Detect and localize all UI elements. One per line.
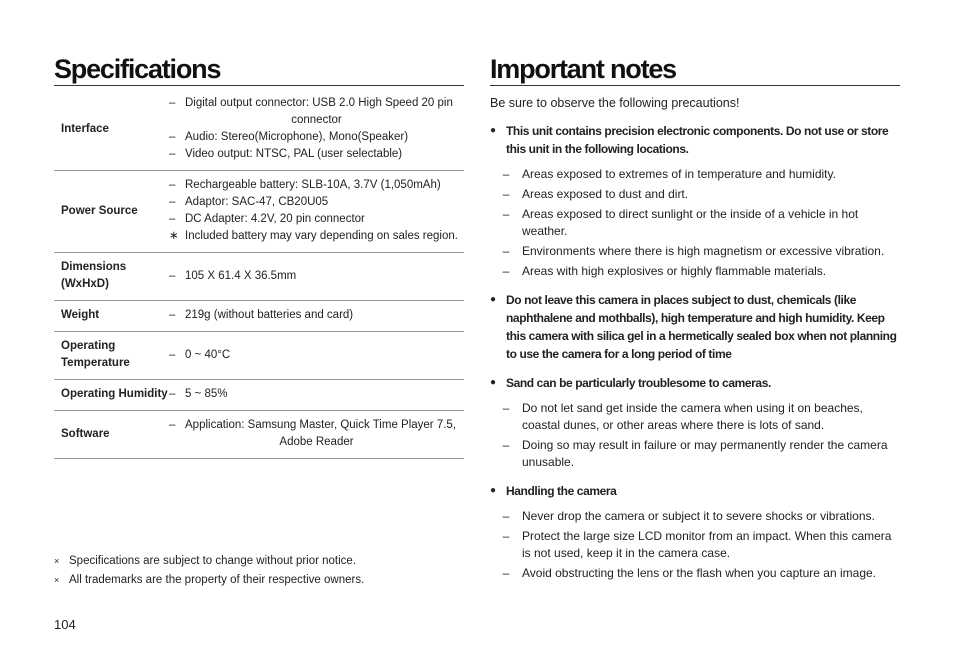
spec-line-text: Adobe Reader [279,436,354,448]
spec-value-line [169,417,464,434]
subitem-marker: – [502,187,510,201]
specifications-table [54,89,464,459]
footnote [54,571,364,590]
spec-value [169,332,464,380]
subitem-marker: – [502,244,510,258]
notes-group [490,374,902,471]
notes-subitem [490,206,902,240]
spec-value [169,171,464,253]
spec-label: Power Source [54,171,169,253]
notes-bullet [490,122,902,158]
notes-subitem [490,186,902,203]
spec-line-marker: – [169,419,176,431]
subitem-marker: – [502,207,510,221]
spec-value-line [169,95,464,112]
spec-value-line [169,146,464,163]
spec-value-line [169,307,464,324]
spec-line-marker: ∗ [169,230,179,242]
notes-subitem [490,243,902,260]
notes-subitem [490,565,902,582]
notes-intro: Be sure to observe the following precautions! [490,96,740,110]
bullet-text: Handling the camera [506,484,617,498]
notes-subitem [490,166,902,183]
spec-value-line [169,347,464,364]
notes-bullet [490,482,902,500]
spec-row [54,171,464,253]
bullet-dot-icon: ● [490,377,496,388]
subitem-text: Areas exposed to direct sunlight or the inside of a vehicle in hot weather. [522,207,859,238]
spec-label: Operating Temperature [54,332,169,380]
spec-row [54,89,464,171]
spec-line-text: Rechargeable battery: SLB-10A, 3.7V (1,050mAh) [185,179,441,191]
subitem-text: Protect the large size LCD monitor from an impact. When this camera is not used, keep it in the camera case. [522,529,892,560]
spec-row [54,332,464,380]
spec-line-text: DC Adapter: 4.2V, 20 pin connector [185,213,365,225]
notes-bullet [490,291,902,363]
subitem-marker: – [502,566,510,580]
footnote-text: All trademarks are the property of their respective owners. [69,574,365,586]
spec-label: Software [54,411,169,459]
footnote-marker: × [54,575,60,585]
notes-subitem [490,437,902,471]
footnote-marker: × [54,556,60,566]
subitem-text: Areas exposed to dust and dirt. [522,187,689,201]
spec-label: Weight [54,301,169,332]
spec-line-marker: – [169,388,176,400]
notes-group [490,291,902,363]
subitem-marker: – [502,529,510,543]
notes-group [490,122,902,280]
spec-label: Interface [54,89,169,171]
footnote-text: Specifications are subject to change without prior notice. [69,555,357,567]
footnotes [54,552,364,590]
bullet-dot-icon: ● [490,485,496,496]
notes-subitem [490,508,902,525]
spec-line-text: 105 X 61.4 X 36.5mm [185,269,297,282]
spec-value-line [169,129,464,146]
subitem-text: Areas exposed to extremes of in temperature and humidity. [522,167,836,181]
spec-line-marker: – [169,309,176,321]
subitem-marker: – [502,167,510,181]
spec-value-line [169,194,464,211]
specifications-title: Specifications [54,53,464,86]
subitem-marker: – [502,401,510,415]
footnote [54,552,364,571]
spec-value [169,89,464,171]
spec-line-text: Included battery may vary depending on sales region. [185,230,458,242]
spec-line-text: Audio: Stereo(Microphone), Mono(Speaker) [185,131,409,143]
subitem-text: Do not let sand get inside the camera when using it on beaches, coastal dunes, or other areas where there is lots of sand. [522,401,863,432]
spec-value-line [169,228,464,245]
bullet-text: Do not leave this camera in places subject to dust, chemicals (like naphthalene and mothballs), high temperature and high humidity. Keep this camera with silica gel in a hermetically sealed box when not planning to use the camera for a long period of time [506,293,897,361]
spec-line-text: 0 ~ 40°C [185,348,231,361]
spec-row [54,380,464,411]
spec-line-marker: – [169,348,176,361]
spec-line-text: Digital output connector: USB 2.0 High Speed 20 pin [185,97,453,109]
spec-line-marker [169,434,185,451]
bullet-text: This unit contains precision electronic components. Do not use or store this unit in the following locations. [506,124,889,156]
subitem-text: Doing so may result in failure or may permanently render the camera unusable. [522,438,888,469]
spec-row [54,411,464,459]
spec-row [54,253,464,301]
spec-line-text: connector [291,114,342,126]
spec-value-line [169,434,464,451]
spec-line-marker: – [169,179,176,191]
spec-value [169,380,464,411]
important-notes [490,96,902,593]
notes-group [490,482,902,582]
spec-line-text: 219g (without batteries and card) [185,309,354,321]
notes-subitem [490,263,902,280]
subitem-marker: – [502,264,510,278]
spec-line-marker: – [169,131,176,143]
subitem-marker: – [502,509,510,523]
subitem-marker: – [502,438,510,452]
spec-value-line [169,211,464,228]
spec-value-line [169,112,464,129]
subitem-text: Areas with high explosives or highly flammable materials. [522,264,827,278]
spec-line-marker: – [169,148,176,160]
bullet-text: Sand can be particularly troublesome to cameras. [506,376,771,390]
notes-subitem [490,400,902,434]
spec-value [169,253,464,301]
spec-line-marker: – [169,213,176,225]
spec-line-text: Adaptor: SAC-47, CB20U05 [185,196,329,208]
subitem-text: Avoid obstructing the lens or the flash when you capture an image. [522,566,876,580]
important-notes-title: Important notes [490,53,900,86]
spec-line-marker [169,112,185,129]
bullet-dot-icon: ● [490,294,496,305]
subitem-text: Never drop the camera or subject it to severe shocks or vibrations. [522,509,875,523]
spec-row [54,301,464,332]
spec-line-text: Application: Samsung Master, Quick Time Player 7.5, [185,419,457,431]
bullet-dot-icon: ● [490,125,496,136]
spec-value-line [169,386,464,403]
spec-value [169,411,464,459]
notes-subitem [490,528,902,562]
notes-bullet [490,374,902,392]
spec-value-line [169,177,464,194]
spec-value [169,301,464,332]
spec-line-marker: – [169,97,176,109]
spec-line-marker: – [169,196,176,208]
spec-value-line [169,268,464,285]
spec-line-marker: – [169,269,176,282]
spec-line-text: 5 ~ 85% [185,388,228,400]
spec-line-text: Video output: NTSC, PAL (user selectable) [185,148,403,160]
spec-label: Dimensions (WxHxD) [54,253,169,301]
spec-label: Operating Humidity [54,380,169,411]
page-number: 104 [54,617,76,632]
subitem-text: Environments where there is high magnetism or excessive vibration. [522,244,885,258]
